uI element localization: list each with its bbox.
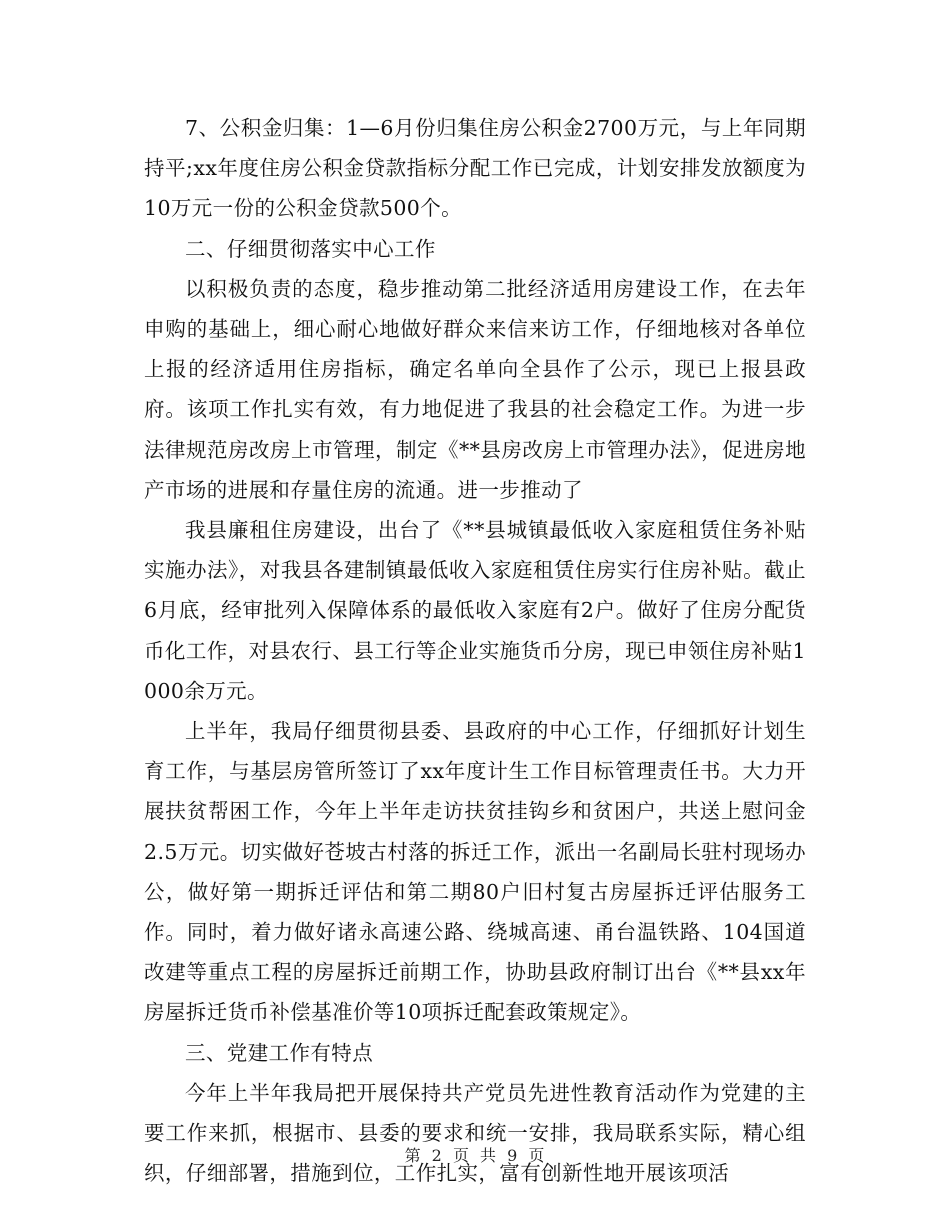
page-number-footer: 第 2 页 共 9 页 [404,1146,546,1165]
document-body [144,108,806,1193]
paragraph-low-rent-housing: 我县廉租住房建设，出台了《**县城镇最低收入家庭租赁住务补贴实施办法》，对我县各建制镇最低收入家庭租赁住房实行住房补贴。截止6月底，经审批列入保障体系的最低收入家庭有2户。做好了住房分配货币化工作，对县农行、县工行等企业实施货币分房，现已申领住房补贴1000余万元。 [144,518,806,703]
section-heading-party-building: 三、党建工作有特点 [185,1040,374,1065]
paragraph-housing-fund: 7、公积金归集：1—6月份归集住房公积金2700万元，与上年同期持平;xx年度住房公积金贷款指标分配工作已完成，计划安排发放额度为10万元一份的公积金贷款500个。 [144,116,806,221]
paragraph-party-education: 今年上半年我局把开展保持共产党员先进性教育活动作为党建的主要工作来抓，根据市、县委的要求和统一安排，我局联系实际，精心组织，仔细部署，措施到位，工作扎实，富有创新性地开展该项活 [144,1080,806,1186]
paragraph-first-half-work: 上半年，我局仔细贯彻县委、县政府的中心工作，仔细抓好计划生育工作，与基层房管所签订了xx年度计生工作目标管理责任书。大力开展扶贫帮困工作，今年上半年走访扶贫挂钩乡和贫困户，共送上慰问金2.5万元。切实做好苍坡古村落的拆迁工作，派出一名副局长驻村现场办公，做好第一期拆迁评估和第二期80户旧村复古房屋拆迁评估服务工作。同时，着力做好诸永高速公路、绕城高速、甬台温铁路、104国道改建等重点工程的房屋拆迁前期工作，协助县政府制订出台《**县xx年房屋拆迁货币补偿基准价等10项拆迁配套政策规定》。 [144,719,806,1025]
paragraph-affordable-housing: 以积极负责的态度，稳步推动第二批经济适用房建设工作，在去年申购的基础上，细心耐心地做好群众来信来访工作，仔细地核对各单位上报的经济适用住房指标，确定名单向全县作了公示，现已上报县政府。该项工作扎实有效，有力地促进了我县的社会稳定工作。为进一步法律规范房改房上市管理，制定《**县房改房上市管理办法》，促进房地产市场的进展和存量住房的流通。进一步推动了 [144,276,806,502]
section-heading-central-work: 二、仔细贯彻落实中心工作 [185,236,436,261]
